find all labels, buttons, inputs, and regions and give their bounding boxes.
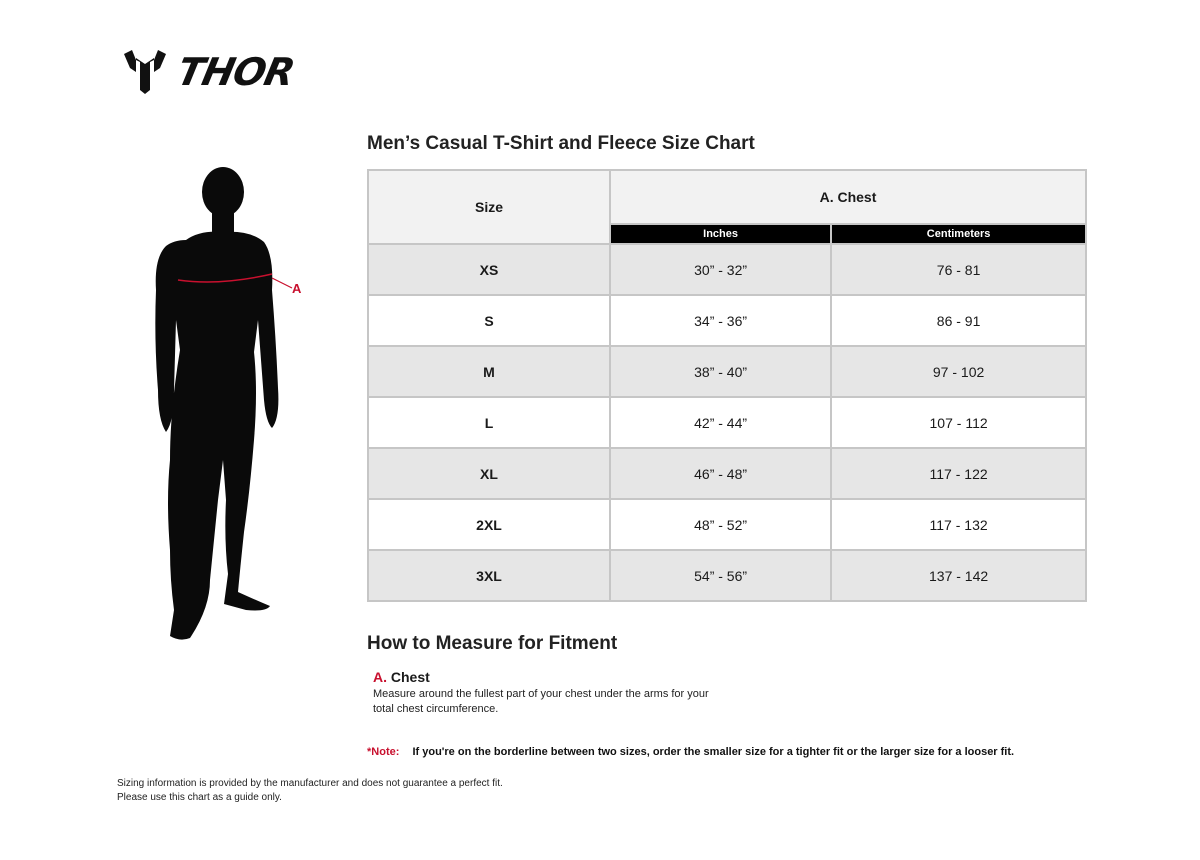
inches-cell: 42” - 44” — [610, 397, 831, 448]
size-cell: L — [368, 397, 610, 448]
body-silhouette — [140, 160, 320, 655]
measure-item-chest — [373, 669, 733, 717]
disclaimer-line: Please use this chart as a guide only. — [117, 792, 282, 803]
inches-cell: 38” - 40” — [610, 346, 831, 397]
note-label: *Note: — [367, 746, 400, 758]
thor-emblem-icon — [124, 50, 166, 94]
table-row — [368, 448, 1086, 499]
fit-note — [367, 746, 1014, 758]
disclaimer — [117, 777, 503, 805]
size-table — [367, 169, 1087, 602]
size-cell: XS — [368, 244, 610, 295]
inches-cell: 30” - 32” — [610, 244, 831, 295]
cm-cell: 117 - 122 — [831, 448, 1086, 499]
table-row — [368, 397, 1086, 448]
size-cell: S — [368, 295, 610, 346]
measure-description — [373, 687, 733, 717]
table-row — [368, 346, 1086, 397]
cm-cell: 117 - 132 — [831, 499, 1086, 550]
inches-cell: 48” - 52” — [610, 499, 831, 550]
measure-description-line: Measure around the fullest part of your chest under the arms for your — [373, 688, 709, 700]
measure-label: Chest — [390, 669, 430, 685]
cm-cell: 97 - 102 — [831, 346, 1086, 397]
size-cell: 3XL — [368, 550, 610, 601]
inches-cell: 54” - 56” — [610, 550, 831, 601]
chest-column-header: A. Chest — [610, 170, 1086, 224]
cm-cell: 76 - 81 — [831, 244, 1086, 295]
inches-cell: 34” - 36” — [610, 295, 831, 346]
cm-cell: 86 - 91 — [831, 295, 1086, 346]
table-row — [368, 550, 1086, 601]
table-row — [368, 295, 1086, 346]
note-text: If you're on the borderline between two sizes, order the smaller size for a tighter fit or the larger size for a looser fit. — [412, 746, 1015, 758]
size-cell: M — [368, 346, 610, 397]
cm-cell: 137 - 142 — [831, 550, 1086, 601]
measure-letter: A. — [373, 669, 387, 685]
brand-logo — [124, 50, 298, 94]
brand-wordmark: THOR — [173, 50, 298, 94]
measure-section-title: How to Measure for Fitment — [367, 633, 618, 654]
inches-cell: 46” - 48” — [610, 448, 831, 499]
disclaimer-line: Sizing information is provided by the manufacturer and does not guarantee a perfect fit. — [117, 778, 503, 789]
measure-description-line: total chest circumference. — [373, 703, 499, 715]
size-cell: 2XL — [368, 499, 610, 550]
centimeters-subheader: Centimeters — [831, 224, 1086, 244]
table-row — [368, 499, 1086, 550]
size-column-header: Size — [368, 170, 610, 244]
chest-marker-label: A — [292, 281, 302, 296]
chart-title: Men’s Casual T-Shirt and Fleece Size Chart — [367, 133, 755, 154]
size-cell: XL — [368, 448, 610, 499]
table-row — [368, 244, 1086, 295]
cm-cell: 107 - 112 — [831, 397, 1086, 448]
inches-subheader: Inches — [610, 224, 831, 244]
